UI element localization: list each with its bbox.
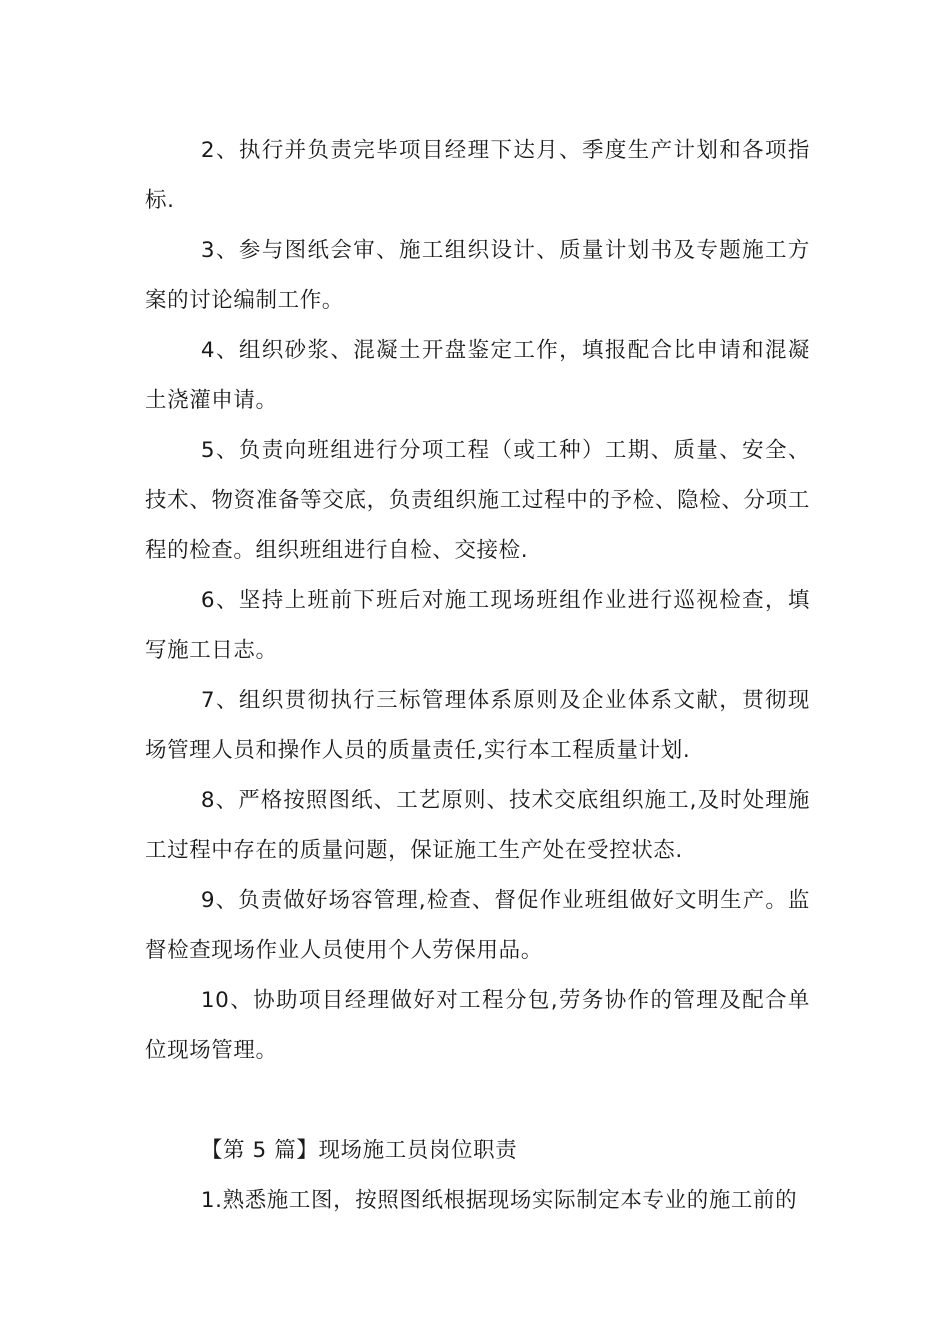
paragraph-item-6: 6、坚持上班前下班后对施工现场班组作业进行巡视检查，填写施工日志。 xyxy=(145,588,810,663)
paragraph-item-3: 3、参与图纸会审、施工组织设计、质量计划书及专题施工方案的讨论编制工作。 xyxy=(145,238,810,313)
paragraph-item-10: 10、协助项目经理做好对工程分包,劳务协作的管理及配合单位现场管理。 xyxy=(145,988,810,1063)
section-heading: 【第 5 篇】现场施工员岗位职责 xyxy=(200,1138,518,1163)
section-paragraph-1: 1.熟悉施工图，按照图纸根据现场实际制定本专业的施工前的 xyxy=(200,1188,798,1213)
paragraph-item-5: 5、负责向班组进行分项工程（或工种）工期、质量、安全、技术、物资准备等交底，负责组织施工过程中的予检、隐检、分项工程的检查。组织班组进行自检、交接检. xyxy=(145,438,810,563)
paragraph-item-7: 7、组织贯彻执行三标管理体系原则及企业体系文献，贯彻现场管理人员和操作人员的质量责任,实行本工程质量计划. xyxy=(145,688,810,763)
paragraph-item-8: 8、严格按照图纸、工艺原则、技术交底组织施工,及时处理施工过程中存在的质量问题，保证施工生产处在受控状态. xyxy=(145,788,810,863)
paragraph-item-2: 2、执行并负责完毕项目经理下达月、季度生产计划和各项指标. xyxy=(145,138,810,213)
document-body xyxy=(145,126,810,1226)
paragraph-item-9: 9、负责做好场容管理,检查、督促作业班组做好文明生产。监督检查现场作业人员使用个人劳保用品。 xyxy=(145,888,810,963)
paragraph-item-4: 4、组织砂浆、混凝土开盘鉴定工作，填报配合比申请和混凝土浇灌申请。 xyxy=(145,338,810,413)
